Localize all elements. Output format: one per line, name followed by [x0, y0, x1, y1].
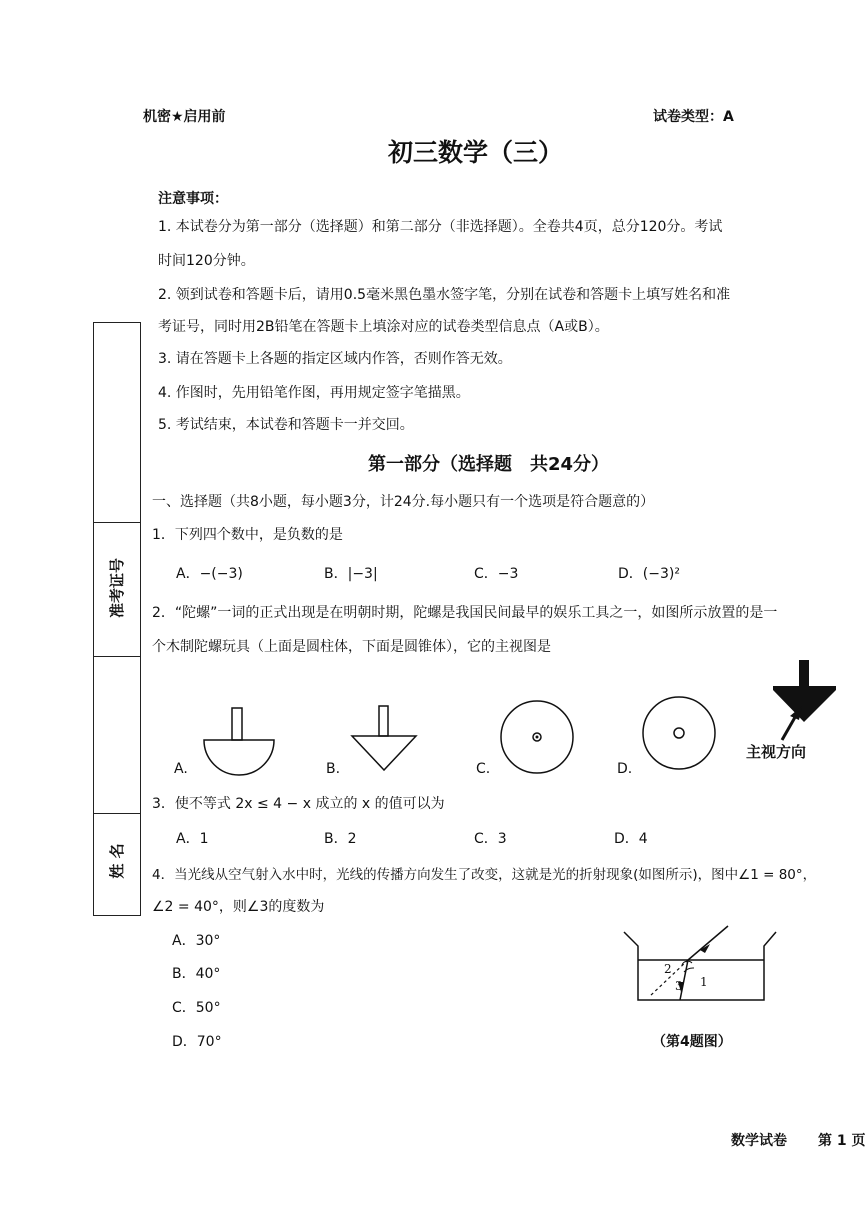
paper-type-label: 试卷类型：A [653, 109, 734, 125]
q4-option-c: C．50° [172, 1000, 221, 1016]
notice-line-3: 2. 领到试卷和答题卡后，请用0.5毫米黑色墨水签字笔，分别在试卷和答题卡上填写姓名和准 [158, 287, 731, 303]
q2-figure-c [501, 701, 573, 773]
q3-stem: 3．使不等式 2x ≤ 4 − x 成立的 x 的值可以为 [152, 796, 445, 812]
page-title: 初三数学（三） [388, 138, 564, 167]
q3-option-a: A．1 [176, 831, 209, 847]
q2-stem-line-2: 个木制陀螺玩具（上面是圆柱体，下面是圆锥体），它的主视图是 [152, 639, 551, 655]
view-direction-label: 主视方向 [746, 743, 807, 761]
part1-heading: 第一部分（选择题 共24分） [368, 454, 610, 475]
q4-option-b: B．40° [172, 966, 221, 982]
q2-option-c: C. [476, 761, 491, 777]
q1-option-c: C．−3 [474, 566, 519, 582]
candidate-info-box [93, 322, 141, 916]
q2-figures [170, 660, 867, 780]
exam-id-label: 准考证号 [108, 558, 126, 619]
notice-line-5: 3. 请在答题卡上各题的指定区域内作答，否则作答无效。 [158, 351, 512, 367]
q2-figure-a [204, 708, 274, 775]
footer-subject: 数学试卷 [731, 1133, 787, 1149]
q3-option-b: B．2 [324, 831, 357, 847]
q2-stem-line-1: 2．“陀螺”一词的正式出现是在明朝时期，陀螺是我国民间最早的娱乐工具之一，如图所示放置的是一 [152, 605, 778, 621]
confidential-label: 机密★启用前 [143, 109, 226, 125]
q4-refraction-figure [618, 920, 778, 1010]
q1-stem: 1．下列四个数中，是负数的是 [152, 527, 343, 543]
box-divider [94, 522, 140, 523]
box-divider [94, 813, 140, 814]
name-label: 姓 名 [108, 843, 126, 879]
notice-line-6: 4. 作图时，先用铅笔作图，再用规定签字笔描黑。 [158, 385, 470, 401]
box-divider [94, 656, 140, 657]
notice-line-7: 5. 考试结束，本试卷和答题卡一并交回。 [158, 417, 414, 433]
q1-option-d: D．(−3)² [618, 566, 680, 582]
q1-option-b: B．|−3| [324, 566, 378, 582]
q2-figure-b [352, 706, 416, 770]
q4-option-a: A．30° [172, 933, 221, 949]
q1-option-a: A．−(−3) [176, 566, 243, 582]
footer-page-number: 第 1 页 [818, 1133, 866, 1149]
angle-2-label: 2 [664, 962, 672, 976]
q2-option-a: A. [174, 761, 188, 777]
q2-option-d: D. [617, 761, 633, 777]
angle-1-label: 1 [700, 975, 708, 989]
part1-instruction: 一、选择题（共8小题，每小题3分，计24分.每小题只有一个选项是符合题意的） [152, 494, 655, 510]
notice-line-4: 考证号，同时用2B铅笔在答题卡上填涂对应的试卷类型信息点（A或B）。 [158, 319, 609, 335]
q3-option-c: C．3 [474, 831, 507, 847]
spinning-top-icon [773, 660, 836, 740]
q2-option-b: B. [326, 761, 341, 777]
q4-stem-line-2: ∠2 = 40°，则∠3的度数为 [152, 899, 325, 915]
notice-line-1: 1. 本试卷分为第一部分（选择题）和第二部分（非选择题）。全卷共4页，总分120分。考试 [158, 219, 723, 235]
notice-line-2: 时间120分钟。 [158, 253, 255, 269]
notice-heading: 注意事项： [158, 191, 228, 207]
q4-stem-line-1: 4．当光线从空气射入水中时，光线的传播方向发生了改变，这就是光的折射现象(如图所示)，图中∠1 = 80°， [152, 867, 817, 883]
angle-3-label: 3 [675, 979, 683, 993]
q4-figure-caption: （第4题图） [652, 1034, 732, 1050]
q4-option-d: D．70° [172, 1034, 222, 1050]
q2-figure-d [643, 697, 715, 769]
q3-option-d: D．4 [614, 831, 648, 847]
